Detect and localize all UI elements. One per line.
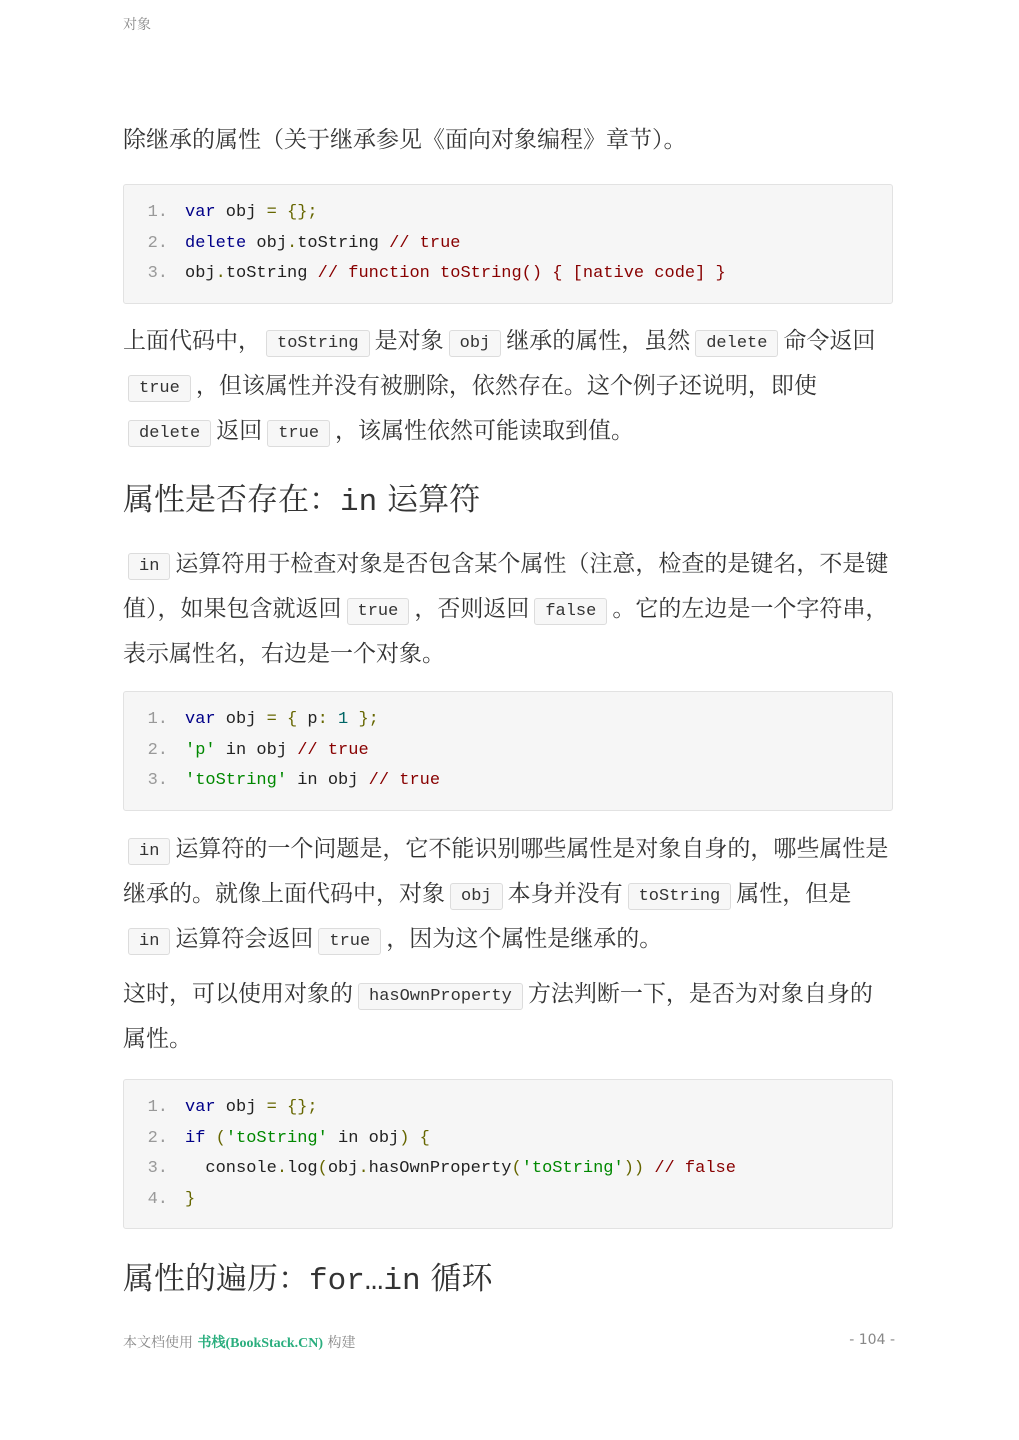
code-token: }; (358, 710, 379, 729)
text-run: ，否则返回 (414, 596, 530, 622)
code-token: // true (368, 771, 441, 790)
code-token: {}; (287, 203, 318, 222)
heading-text: 属性的遍历： (123, 1261, 309, 1297)
footer-prefix: 本文档使用 (123, 1335, 198, 1351)
code-token: { (419, 1128, 430, 1148)
code-token: var (185, 1098, 216, 1117)
code-token: var (185, 203, 216, 222)
text-run: ，因为这个属性是继承的。 (386, 926, 663, 952)
inline-code: true (347, 598, 410, 625)
code-line (124, 1093, 892, 1124)
code-line (124, 1185, 892, 1216)
code-token: // function toString() { [native code] } (317, 264, 726, 283)
code-token: )) (623, 1159, 645, 1178)
code-token (277, 710, 287, 729)
code-token: ( (317, 1159, 328, 1178)
text-run: ，但该属性并没有被删除，依然存在。这个例子还说明，即使 (195, 373, 817, 399)
text-run: 继承的属性，虽然 (506, 328, 691, 354)
heading-code: in (340, 485, 378, 520)
inline-code: false (534, 598, 607, 625)
line-number: 1. (147, 1098, 168, 1117)
code-token: obj (215, 1098, 267, 1117)
section-heading-in-operator (123, 480, 480, 523)
paragraph-hasownproperty (123, 973, 895, 1060)
code-token: . (358, 1159, 369, 1178)
text-run: ，该属性依然可能读取到值。 (335, 418, 635, 444)
line-number: 1. (147, 203, 168, 222)
code-token: = (266, 710, 277, 729)
code-token: in obj (327, 1128, 400, 1148)
code-token: // false (654, 1159, 736, 1178)
code-line (124, 766, 892, 797)
running-header: 对象 (123, 17, 151, 33)
code-line (124, 1124, 892, 1155)
text-run: 运算符用于检查对象是否包含某个属性（注意，检查的是键名，不是键值），如果包含就返回 (123, 551, 889, 622)
code-token: delete (185, 233, 247, 253)
paragraph-intro: 除继承的属性（关于继承参见《面向对象编程》章节）。 (123, 127, 687, 153)
inline-code: in (128, 928, 170, 955)
text-run: 方法判断一下，是否为对象自身的属性。 (123, 981, 873, 1052)
inline-code: true (318, 928, 381, 955)
paragraph-delete-explain (123, 320, 895, 455)
text-run: 返回 (216, 418, 263, 444)
paragraph-in-intro (123, 543, 895, 675)
text-run: 运算符会返回 (175, 926, 314, 952)
code-line (124, 1154, 892, 1185)
code-token: } (185, 1189, 196, 1209)
code-token: . (276, 1159, 288, 1178)
code-token: toString (297, 233, 390, 253)
text-run: 这时，可以使用对象的 (123, 981, 353, 1007)
code-token: ( (511, 1159, 522, 1178)
line-number: 3. (147, 1159, 168, 1178)
code-token: 'p' (185, 740, 216, 760)
code-token (328, 710, 338, 729)
code-token (205, 1129, 215, 1148)
code-token: ( (215, 1128, 226, 1148)
inline-code: true (267, 420, 330, 447)
heading-text-suffix: 循环 (420, 1261, 493, 1297)
code-token (277, 203, 287, 222)
line-number: 3. (147, 771, 168, 790)
code-token: in obj (215, 740, 298, 760)
code-token: {}; (287, 1098, 318, 1117)
code-token: hasOwnProperty (368, 1159, 512, 1178)
code-token: 'toString' (185, 771, 288, 790)
text-run: 是对象 (374, 328, 444, 354)
code-token: . (215, 264, 226, 283)
paragraph-in-problem (123, 828, 895, 963)
code-token: in obj (287, 771, 369, 790)
line-number: 4. (147, 1189, 168, 1209)
footer-brand-link[interactable]: 书栈(BookStack.CN) (197, 1336, 324, 1351)
code-line (124, 198, 892, 229)
code-token: 'toString' (225, 1128, 328, 1148)
code-token (409, 1129, 419, 1148)
footer-suffix: 构建 (323, 1335, 356, 1351)
code-token: obj (215, 710, 267, 729)
code-block-in (123, 691, 893, 811)
code-token: if (185, 1128, 206, 1148)
code-token: : (317, 710, 328, 729)
inline-code: in (128, 838, 170, 865)
code-token: obj (185, 264, 216, 283)
code-token: obj (327, 1159, 359, 1178)
heading-text-suffix: 运算符 (377, 482, 481, 518)
text-run: 上面代码中， (123, 328, 261, 354)
text-run: 属性，但是 (736, 881, 852, 907)
code-block-hasownproperty (123, 1079, 893, 1229)
line-number: 2. (147, 1128, 168, 1148)
code-block-delete (123, 184, 893, 304)
code-token: var (185, 710, 216, 729)
code-token: p (297, 710, 318, 729)
text-run: 。它的左边是一个字符串，表示属性名，右边是一个对象。 (123, 596, 889, 667)
code-token: // true (389, 233, 461, 253)
text-run: 命令返回 (783, 328, 876, 354)
code-line (124, 736, 892, 767)
code-token: { (287, 710, 298, 729)
text-run: 运算符的一个问题是，它不能识别哪些属性是对象自身的，哪些属性是继承的。就像上面代码中，对象 (123, 836, 889, 907)
code-token: 1 (338, 710, 349, 729)
inline-code: obj (449, 330, 502, 357)
line-number: 2. (147, 740, 168, 760)
code-token: obj (215, 203, 267, 222)
heading-code: for…in (309, 1264, 421, 1299)
inline-code: hasOwnProperty (358, 983, 523, 1010)
inline-code: delete (128, 420, 211, 447)
code-line (124, 229, 892, 260)
code-token: log (287, 1159, 318, 1178)
line-number: 3. (147, 264, 168, 283)
text-run: 本身并没有 (507, 881, 623, 907)
inline-code: in (128, 553, 170, 580)
inline-code: toString (266, 330, 370, 357)
section-heading-for-in (123, 1259, 492, 1302)
inline-code: obj (450, 883, 503, 910)
code-line (124, 705, 892, 736)
inline-code: true (128, 375, 191, 402)
code-token (277, 1098, 287, 1117)
code-token: toString (225, 264, 318, 283)
inline-code: toString (628, 883, 732, 910)
line-number: 1. (147, 710, 168, 729)
code-token: console (185, 1159, 277, 1178)
page-number: - 104 - (849, 1332, 895, 1348)
inline-code: delete (695, 330, 778, 357)
heading-text: 属性是否存在： (123, 482, 340, 518)
code-token: obj (246, 233, 288, 253)
code-token: = (266, 1098, 277, 1117)
code-token: ) (399, 1128, 410, 1148)
line-number: 2. (147, 233, 168, 253)
page-footer (123, 1332, 895, 1352)
code-token: 'toString' (521, 1159, 624, 1178)
code-token (644, 1159, 654, 1178)
code-line (124, 259, 892, 290)
code-token: // true (297, 740, 369, 760)
code-token (348, 710, 358, 729)
code-token: = (266, 203, 277, 222)
code-token: . (287, 233, 298, 253)
